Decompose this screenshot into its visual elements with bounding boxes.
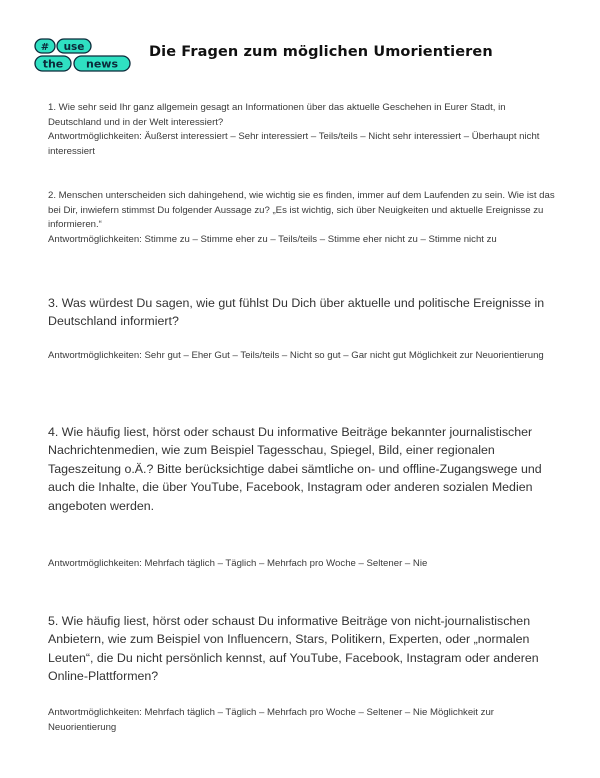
- logo-word-hash: #: [40, 42, 50, 53]
- question-1: [48, 101, 558, 159]
- question-4-text: 4. Wie häufig liest, hörst oder schaust Du informative Beiträge bekannter journalistischer Nachrichtenmedien, wie zum Beispiel Tagesschau, Spiegel, Bild, einer regionalen Tageszeitung o.Ä.? Bitte berücksichtige dabei sämtliche on- und offline-Zugangswege und auch die Inhalte, die über YouTube, Facebook, Instagram oder anderen sozialen Medien angeboten werden.: [48, 425, 542, 513]
- question-2-answers: Antwortmöglichkeiten: Stimme zu – Stimme eher zu – Teils/teils – Stimme eher nicht zu – Stimme nicht zu: [48, 233, 497, 245]
- question-5-text: 5. Wie häufig liest, hörst oder schaust Du informative Beiträge von nicht-journalistischen Anbietern, wie zum Beispiel von Influencern, Stars, Politikern, Experten, oder „normalen Leuten“, die Du nicht persönlich kennst, auf YouTube, Facebook, Instagram oder anderen Online-Plattformen?: [48, 614, 539, 684]
- question-1-text: 1. Wie sehr seid Ihr ganz allgemein gesagt an Informationen über das aktuelle Geschehen in Eurer Stadt, in Deutschland und in der Welt interessiert?: [48, 102, 506, 128]
- question-3-answers: Antwortmöglichkeiten: Sehr gut – Eher Gut – Teils/teils – Nicht so gut – Gar nicht gut Möglichkeit zur Neuorientierung: [48, 350, 544, 361]
- question-2-text: 2. Menschen unterscheiden sich dahingehend, wie wichtig sie es finden, immer auf dem Laufenden zu sein. Wie ist das bei Dir, inwiefern stimmst Du folgender Aussage zu? „Es ist wichtig, sich über Neuigkeiten und aktuelle Ereignisse zu informieren.“: [48, 190, 555, 231]
- question-2: [48, 189, 558, 247]
- use-the-news-logo: [34, 38, 132, 72]
- logo-word-news: news: [85, 57, 119, 71]
- logo-word-the: the: [42, 57, 64, 71]
- logo-word-use: use: [63, 41, 85, 53]
- page-title: Die Fragen zum möglichen Umorientieren: [149, 44, 493, 60]
- question-3-text: 3. Was würdest Du sagen, wie gut fühlst Du Dich über aktuelle und politische Ereignisse in Deutschland informiert?: [48, 296, 545, 329]
- question-5-answers: Antwortmöglichkeiten: Mehrfach täglich – Täglich – Mehrfach pro Woche – Seltener – Nie Möglichkeit zur Neuorientierung: [48, 707, 494, 733]
- question-4-answers: Antwortmöglichkeiten: Mehrfach täglich – Täglich – Mehrfach pro Woche – Seltener – Nie: [48, 558, 428, 569]
- question-1-answers: Antwortmöglichkeiten: Äußerst interessiert – Sehr interessiert – Teils/teils – Nicht sehr interessiert – Überhaupt nicht interessiert: [48, 131, 540, 157]
